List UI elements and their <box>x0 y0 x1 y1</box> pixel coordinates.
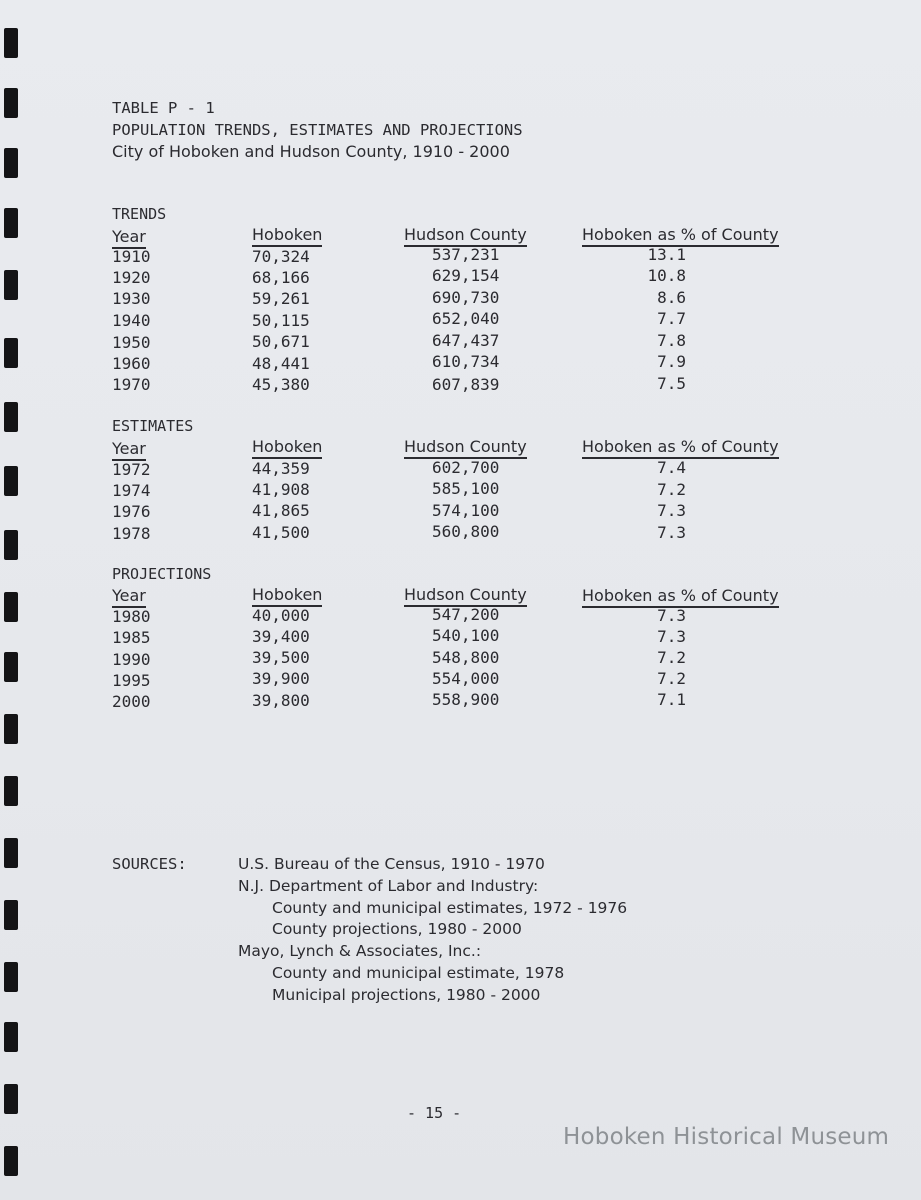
table-cell: 1976 <box>112 502 151 521</box>
binding-hole <box>4 1022 18 1052</box>
table-cell: 39,400 <box>252 627 310 646</box>
table-cell: 1995 <box>112 671 151 690</box>
table-cell: 48,441 <box>252 354 310 373</box>
table-cell: 7.3 <box>657 523 686 542</box>
table-cell: 1970 <box>112 375 151 394</box>
museum-watermark: Hoboken Historical Museum <box>563 1124 890 1150</box>
binding-hole <box>4 338 18 368</box>
table-cell: 50,115 <box>252 311 310 330</box>
projections-header-pct: Hoboken as % of County <box>582 586 779 608</box>
estimates-title: ESTIMATES <box>112 417 194 435</box>
table-cell: 59,261 <box>252 289 310 308</box>
source-line: Municipal projections, 1980 - 2000 <box>272 986 541 1004</box>
table-cell: 39,900 <box>252 669 310 688</box>
table-cell: 7.4 <box>657 458 686 477</box>
binding-hole <box>4 270 18 300</box>
binding-hole <box>4 402 18 432</box>
table-cell: 10.8 <box>647 266 686 285</box>
table-cell: 70,324 <box>252 247 310 266</box>
table-cell: 7.2 <box>657 648 686 667</box>
binding-hole <box>4 652 18 682</box>
binding-hole <box>4 466 18 496</box>
binding-hole <box>4 592 18 622</box>
table-cell: 8.6 <box>657 288 686 307</box>
table-cell: 547,200 <box>432 605 500 624</box>
binding-hole <box>4 838 18 868</box>
table-cell: 1940 <box>112 311 151 330</box>
table-cell: 540,100 <box>432 626 500 645</box>
table-cell: 45,380 <box>252 375 310 394</box>
table-cell: 1978 <box>112 524 151 543</box>
source-line: U.S. Bureau of the Census, 1910 - 1970 <box>238 855 545 873</box>
estimates-header-hoboken: Hoboken <box>252 437 322 459</box>
binding-hole <box>4 28 18 58</box>
table-cell: 652,040 <box>432 309 500 328</box>
table-cell: 7.8 <box>657 331 686 350</box>
binding-hole <box>4 1146 18 1176</box>
table-cell: 1990 <box>112 650 151 669</box>
table-cell: 585,100 <box>432 479 500 498</box>
table-cell: 1920 <box>112 268 151 287</box>
table-title: POPULATION TRENDS, ESTIMATES AND PROJECTIONS <box>112 121 523 139</box>
table-cell: 558,900 <box>432 690 500 709</box>
binding-hole <box>4 1084 18 1114</box>
table-cell: 607,839 <box>432 375 500 394</box>
projections-title: PROJECTIONS <box>112 565 212 583</box>
table-cell: 1985 <box>112 628 151 647</box>
table-cell: 548,800 <box>432 648 500 667</box>
projections-header-year: Year <box>112 586 146 608</box>
trends-header-hoboken: Hoboken <box>252 225 322 247</box>
table-cell: 39,800 <box>252 691 310 710</box>
source-line: N.J. Department of Labor and Industry: <box>238 877 539 895</box>
table-cell: 647,437 <box>432 331 500 350</box>
table-cell: 1910 <box>112 247 151 266</box>
table-cell: 40,000 <box>252 606 310 625</box>
table-cell: 7.7 <box>657 309 686 328</box>
sources-label: SOURCES: <box>112 855 187 873</box>
binding-hole <box>4 148 18 178</box>
table-cell: 2000 <box>112 692 151 711</box>
table-cell: 44,359 <box>252 459 310 478</box>
trends-title: TRENDS <box>112 205 167 223</box>
table-cell: 1974 <box>112 481 151 500</box>
estimates-header-pct: Hoboken as % of County <box>582 437 779 459</box>
table-cell: 7.3 <box>657 627 686 646</box>
table-cell: 554,000 <box>432 669 500 688</box>
binding-hole <box>4 900 18 930</box>
binding-hole <box>4 208 18 238</box>
table-cell: 610,734 <box>432 352 500 371</box>
table-cell: 690,730 <box>432 288 500 307</box>
table-cell: 1960 <box>112 354 151 373</box>
table-cell: 7.2 <box>657 669 686 688</box>
table-cell: 7.1 <box>657 690 686 709</box>
projections-header-hudson: Hudson County <box>404 585 527 607</box>
spiral-binding <box>0 0 26 1200</box>
source-line: Mayo, Lynch & Associates, Inc.: <box>238 942 482 960</box>
source-line: County and municipal estimates, 1972 - 1976 <box>272 899 628 917</box>
table-cell: 1950 <box>112 333 151 352</box>
table-subtitle: City of Hoboken and Hudson County, 1910 - 2000 <box>112 142 510 161</box>
table-cell: 7.3 <box>657 501 686 520</box>
table-cell: 560,800 <box>432 522 500 541</box>
table-cell: 1972 <box>112 460 151 479</box>
table-cell: 574,100 <box>432 501 500 520</box>
table-cell: 1930 <box>112 289 151 308</box>
table-cell: 629,154 <box>432 266 500 285</box>
table-cell: 537,231 <box>432 245 500 264</box>
table-cell: 602,700 <box>432 458 500 477</box>
estimates-header-year: Year <box>112 439 146 461</box>
table-id: TABLE P - 1 <box>112 99 215 117</box>
binding-hole <box>4 530 18 560</box>
table-cell: 1980 <box>112 607 151 626</box>
table-cell: 41,908 <box>252 480 310 499</box>
estimates-header-hudson: Hudson County <box>404 437 527 459</box>
table-cell: 68,166 <box>252 268 310 287</box>
source-line: County and municipal estimate, 1978 <box>272 964 565 982</box>
trends-header-hudson: Hudson County <box>404 225 527 247</box>
table-cell: 41,865 <box>252 501 310 520</box>
table-cell: 7.9 <box>657 352 686 371</box>
binding-hole <box>4 962 18 992</box>
projections-header-hoboken: Hoboken <box>252 585 322 607</box>
table-cell: 13.1 <box>647 245 686 264</box>
source-line: County projections, 1980 - 2000 <box>272 920 522 938</box>
binding-hole <box>4 714 18 744</box>
table-cell: 7.3 <box>657 606 686 625</box>
binding-hole <box>4 776 18 806</box>
table-cell: 41,500 <box>252 523 310 542</box>
page-number: - 15 - <box>407 1104 462 1122</box>
table-cell: 7.5 <box>657 374 686 393</box>
trends-header-year: Year <box>112 227 146 249</box>
table-heading <box>112 97 523 163</box>
binding-hole <box>4 88 18 118</box>
table-cell: 50,671 <box>252 332 310 351</box>
table-cell: 7.2 <box>657 480 686 499</box>
table-cell: 39,500 <box>252 648 310 667</box>
trends-header-pct: Hoboken as % of County <box>582 225 779 247</box>
